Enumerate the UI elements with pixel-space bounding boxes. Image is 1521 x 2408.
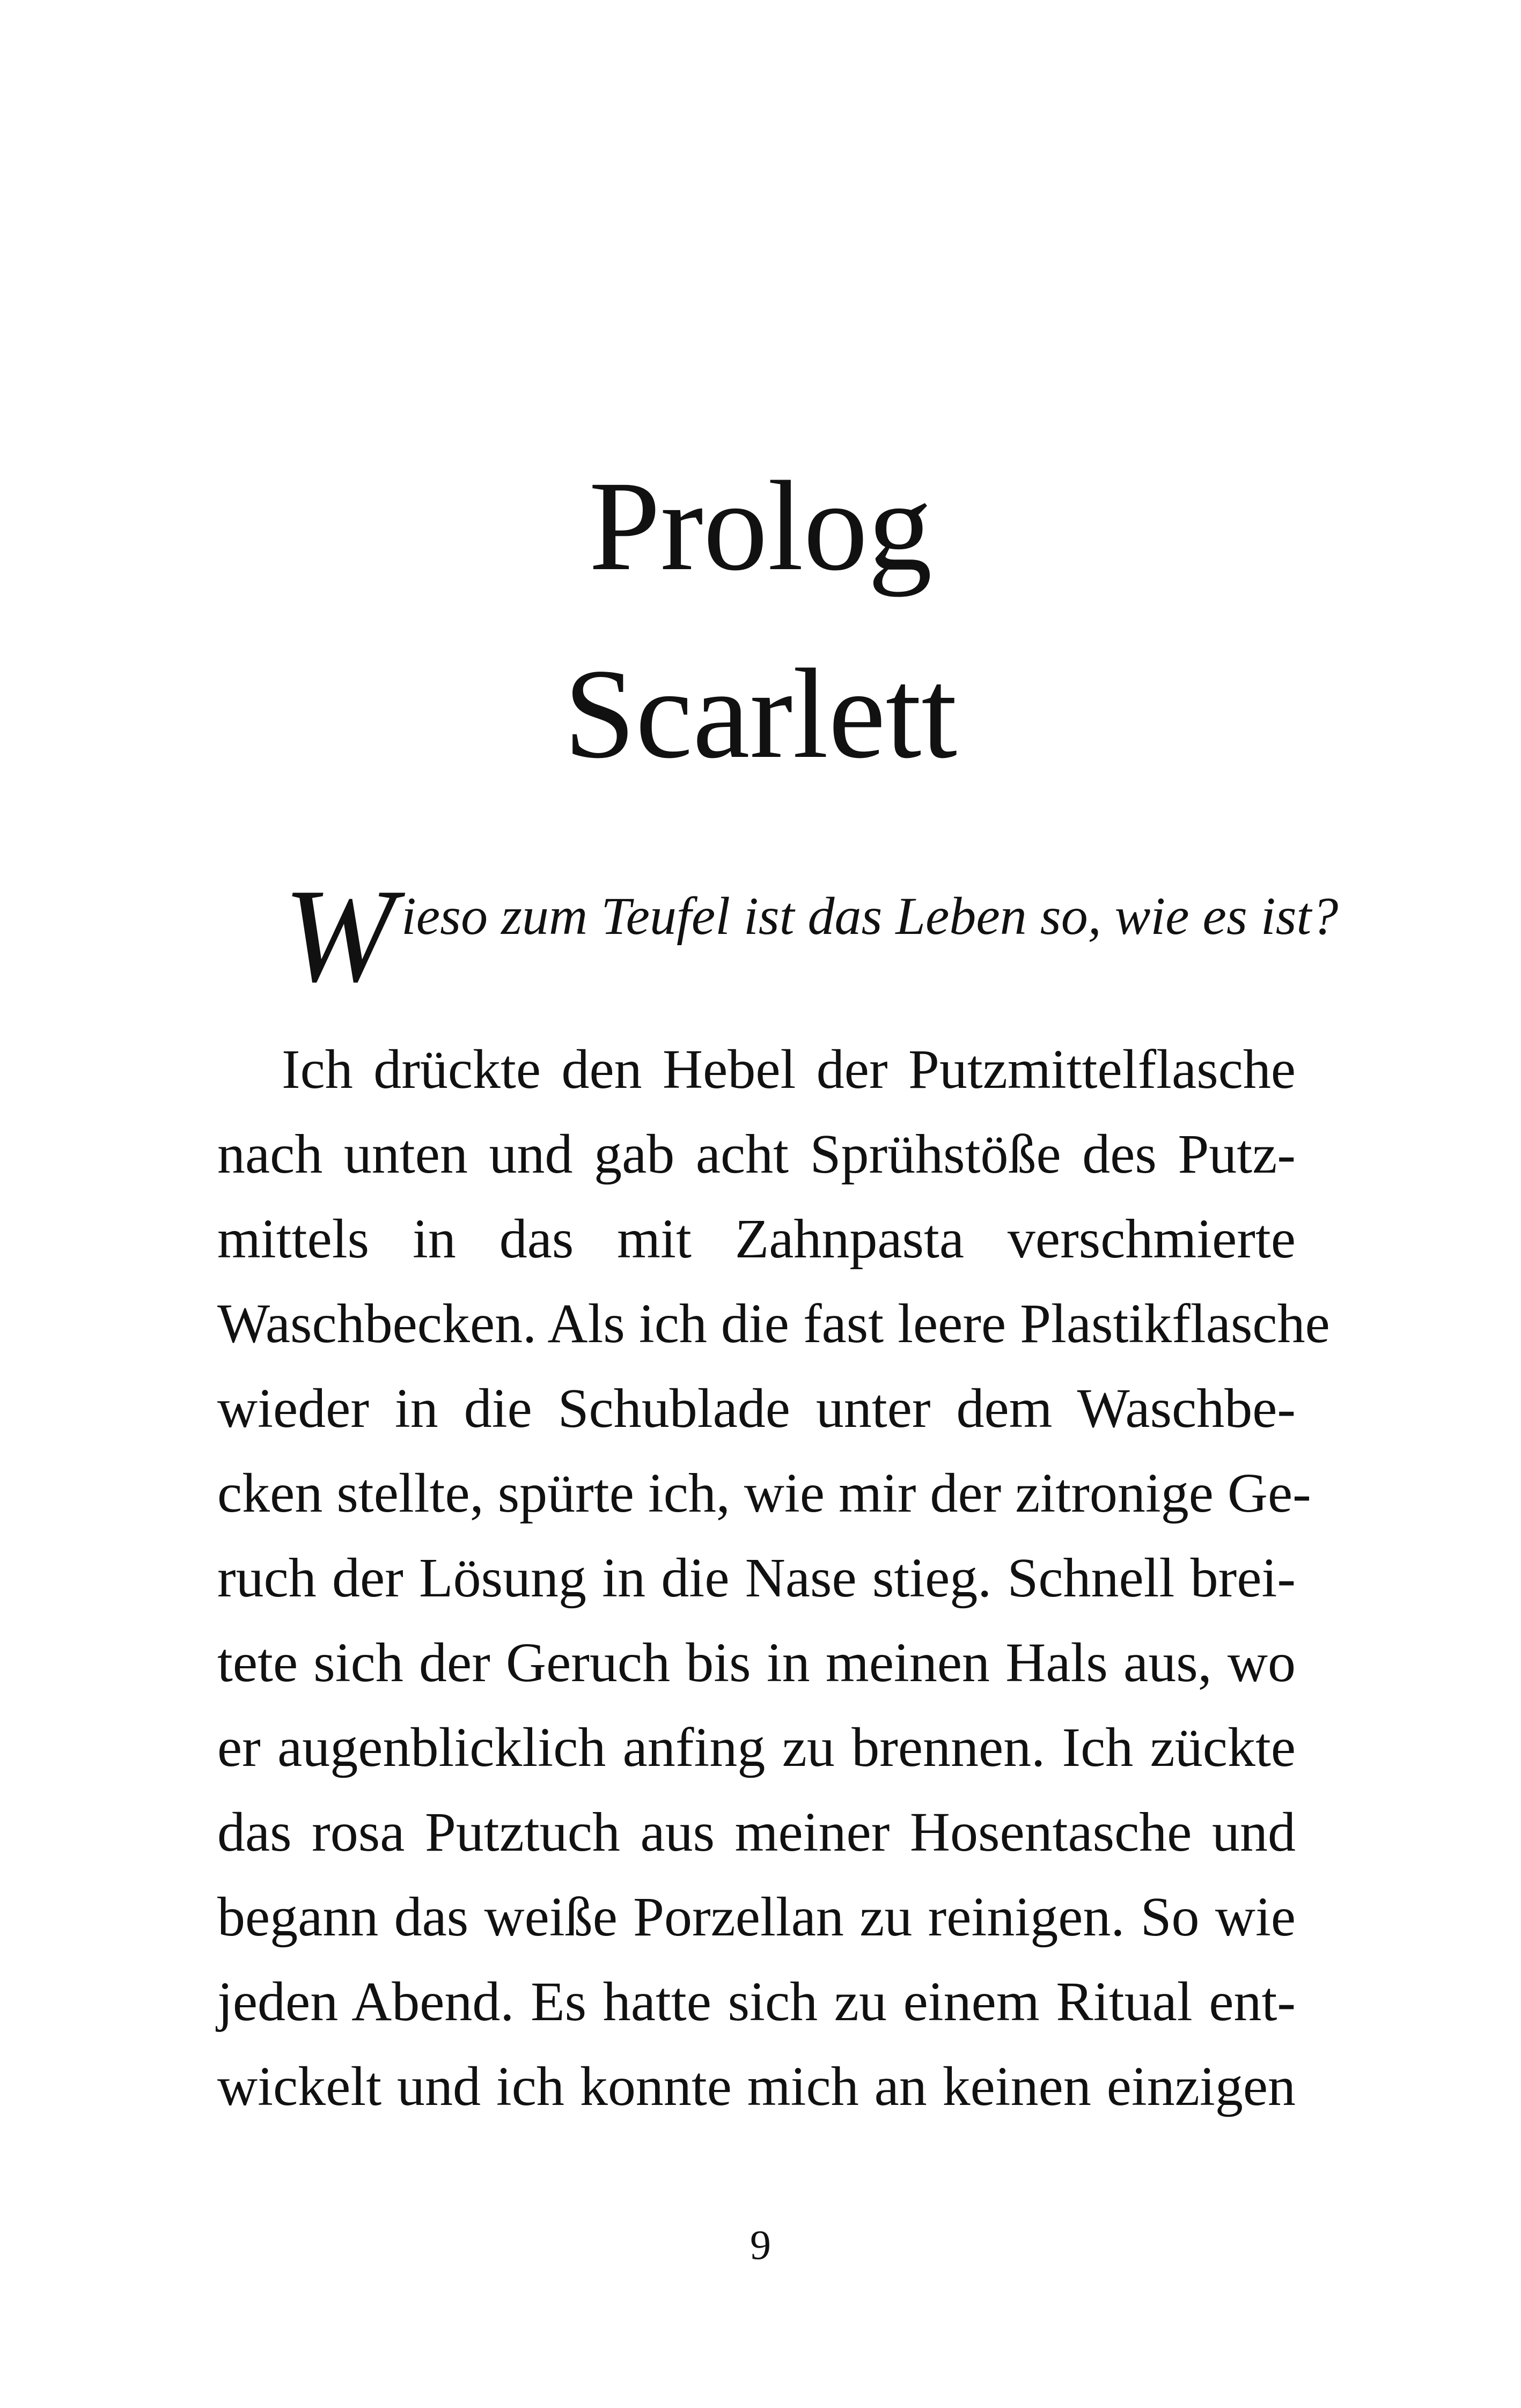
drop-cap: W: [283, 861, 395, 1010]
text-line: mittels in das mit Zahnpasta verschmierte: [217, 1208, 1296, 1270]
text-line: wieder in die Schublade unter dem Waschbe-: [217, 1378, 1296, 1439]
text-line: ruch der Lösung in die Nase stieg. Schnell brei-: [217, 1547, 1296, 1609]
text-line: cken stellte, spürte ich, wie mir der zitronige Ge-: [217, 1462, 1311, 1524]
text-line: jeden Abend. Es hatte sich zu einem Ritual ent-: [217, 1971, 1296, 2033]
text-line: das rosa Putztuch aus meiner Hosentasche und: [217, 1801, 1296, 1863]
text-line: er augenblicklich anfing zu brennen. Ich zückte: [217, 1717, 1296, 1778]
text-line: Ich drückte den Hebel der Putzmittelflasche: [282, 1039, 1296, 1100]
text-line: begann das weiße Porzellan zu reinigen. So wie: [217, 1886, 1296, 1948]
text-line: Waschbecken. Als ich die fast leere Plastikflasche: [217, 1293, 1330, 1354]
text-line: wickelt und ich konnte mich an keinen einzigen: [217, 2056, 1296, 2117]
opening-line-block: [283, 861, 1339, 1010]
opening-line: ieso zum Teufel ist das Leben so, wie es ist?: [401, 886, 1339, 946]
text-line: nach unten und gab acht Sprühstöße des Putz-: [217, 1123, 1296, 1185]
body-text: [217, 1027, 1330, 2129]
chapter-subtitle: Scarlett: [563, 642, 957, 785]
page-number: 9: [750, 2221, 771, 2268]
chapter-title: Prolog: [589, 454, 932, 597]
text-line: tete sich der Geruch bis in meinen Hals aus, wo: [217, 1632, 1296, 1693]
